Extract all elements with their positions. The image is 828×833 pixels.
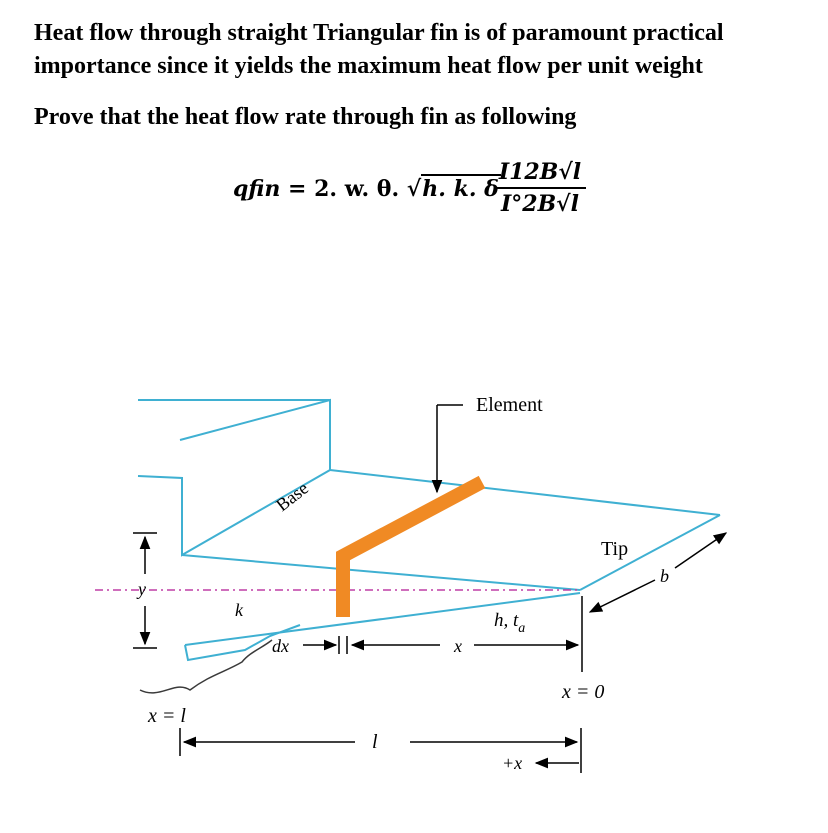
fin-outline (138, 400, 720, 660)
formula-denominator: I°2B√l (500, 191, 579, 217)
formula-fraction (494, 157, 586, 219)
x0-label: x = 0 (562, 681, 605, 703)
wall-top-edge (138, 400, 330, 555)
prove-statement: Prove that the heat flow rate through fin as following (34, 104, 577, 130)
l-label: l (372, 731, 378, 753)
formula-numerator: I12B√l (498, 159, 582, 185)
formula-middle: = 2. w. θ. (280, 176, 407, 202)
base-label: Base (272, 477, 313, 516)
intro-paragraph: Heat flow through straight Triangular fin is of paramount practical importance since it yields the maximum heat flow per unit weight (34, 20, 724, 79)
fin-tip-edge (580, 515, 720, 590)
formula-lhs (233, 174, 501, 202)
b-arrow-upper (675, 533, 726, 568)
fin-top-back-edge (330, 470, 720, 515)
formula-sqrt-content: h. k. δ (422, 176, 499, 202)
wall-break-line (140, 640, 272, 693)
wall-bottom-edge (185, 625, 300, 660)
k-label: k (235, 600, 243, 620)
plus-x-label: +x (502, 753, 523, 773)
dx-label: dx (272, 636, 289, 656)
formula-sqrt: √h. k. δ (406, 176, 499, 202)
formula-qfin: qfin (233, 176, 281, 202)
fin-bottom-edge (185, 593, 580, 645)
b-arrow-lower (590, 580, 655, 612)
element-label: Element (476, 394, 543, 416)
xl-label: x = l (148, 705, 186, 727)
tip-label: Tip (601, 538, 629, 560)
y-label: y (138, 579, 146, 599)
b-label: b (660, 566, 669, 586)
h-ta-label: h, $t_a$ (494, 610, 526, 636)
base-top-edge (182, 555, 580, 590)
element-strip (343, 482, 482, 617)
x-label: x (454, 636, 462, 656)
